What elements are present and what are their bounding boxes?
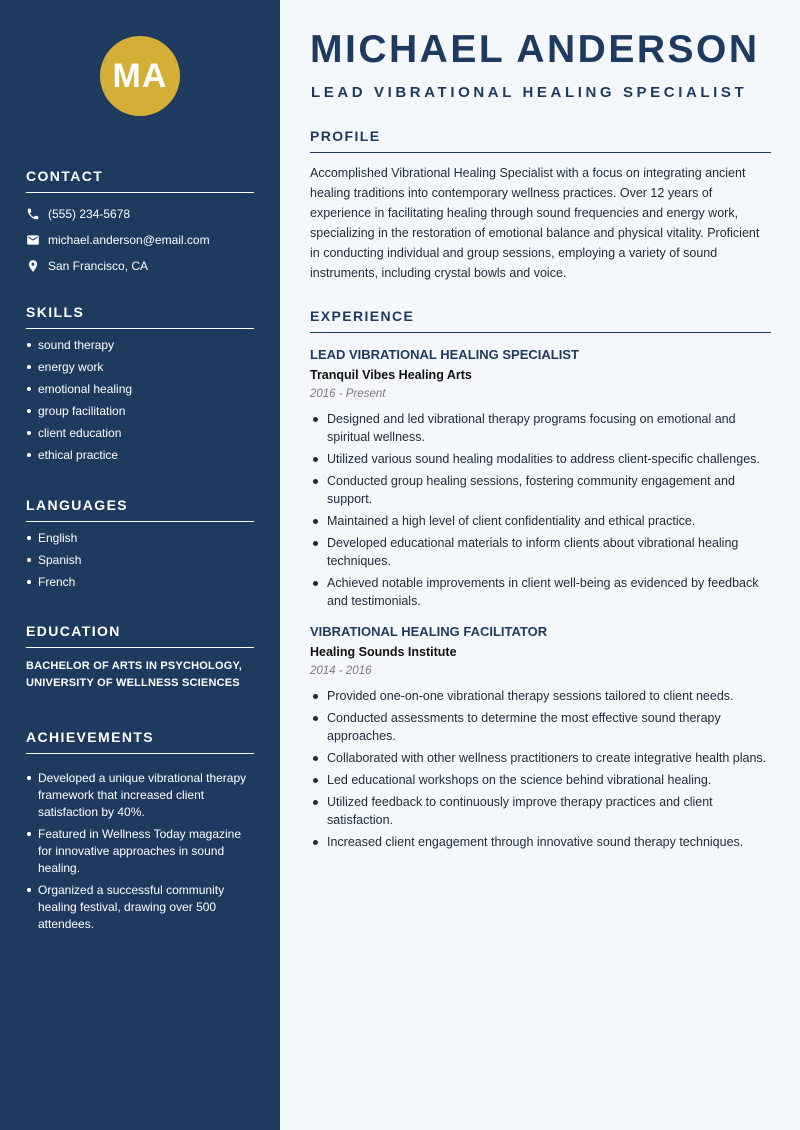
- skills-section: [26, 304, 254, 469]
- skills-heading: SKILLS: [26, 304, 254, 329]
- profile-section: [310, 128, 771, 283]
- skill-item: sound therapy: [26, 337, 254, 353]
- contact-location: [26, 253, 254, 279]
- education-heading: EDUCATION: [26, 623, 254, 648]
- job-bullet: Achieved notable improvements in client well-being as evidenced by feedback and testimonials.: [310, 574, 771, 610]
- experience-section: [310, 308, 771, 855]
- achievements-section: [26, 729, 254, 938]
- languages-heading: LANGUAGES: [26, 497, 254, 522]
- achievement-item: Featured in Wellness Today magazine for innovative approaches in sound healing.: [26, 826, 254, 877]
- experience-heading: EXPERIENCE: [310, 308, 771, 333]
- email-icon: [26, 233, 40, 247]
- job-bullet: Collaborated with other wellness practitioners to create integrative health plans.: [310, 749, 771, 767]
- language-item: English: [26, 530, 254, 546]
- sidebar: [0, 0, 280, 1130]
- job-dates: 2016 - Present: [310, 388, 386, 400]
- job-bullet: Maintained a high level of client confidentiality and ethical practice.: [310, 512, 771, 530]
- achievements-list: [26, 770, 254, 933]
- job-bullet: Utilized feedback to continuously improve therapy practices and client satisfaction.: [310, 793, 771, 829]
- job-bullet: Developed educational materials to inform clients about vibrational healing techniques.: [310, 534, 771, 570]
- skills-list: [26, 337, 254, 463]
- language-item: French: [26, 574, 254, 590]
- job-dates: 2014 - 2016: [310, 665, 372, 677]
- job-bullet: Conducted group healing sessions, fostering community engagement and support.: [310, 472, 771, 508]
- achievement-item: Organized a successful community healing festival, drawing over 500 attendees.: [26, 882, 254, 933]
- job-title: VIBRATIONAL HEALING FACILITATOR: [310, 624, 548, 639]
- skill-item: ethical practice: [26, 447, 254, 463]
- education-entry: [26, 658, 254, 692]
- contact-phone: [26, 201, 254, 227]
- main-content: [280, 0, 800, 1130]
- job-bullet: Utilized various sound healing modalities to address client-specific challenges.: [310, 450, 771, 468]
- profile-heading: PROFILE: [310, 128, 771, 153]
- languages-list: [26, 530, 254, 590]
- location-text: San Francisco, CA: [48, 259, 149, 273]
- job-bullet: Led educational workshops on the science behind vibrational healing.: [310, 771, 771, 789]
- job-bullet: Increased client engagement through innovative sound therapy techniques.: [310, 833, 771, 851]
- language-item: Spanish: [26, 552, 254, 568]
- education-school: UNIVERSITY OF WELLNESS SCIENCES: [26, 677, 240, 689]
- avatar-initials: MA: [112, 56, 168, 95]
- achievements-heading: ACHIEVEMENTS: [26, 729, 254, 754]
- achievement-item: Developed a unique vibrational therapy framework that increased client satisfaction by 40%.: [26, 770, 254, 821]
- contact-heading: CONTACT: [26, 168, 254, 193]
- skill-item: client education: [26, 425, 254, 441]
- job-bullets: [310, 410, 771, 610]
- phone-text: (555) 234-5678: [48, 207, 131, 221]
- email-text: michael.anderson@email.com: [48, 233, 210, 247]
- job-entry: [310, 624, 771, 851]
- education-section: [26, 623, 254, 692]
- candidate-title: LEAD VIBRATIONAL HEALING SPECIALIST: [311, 84, 748, 101]
- education-degree: BACHELOR OF ARTS IN PSYCHOLOGY,: [26, 660, 243, 672]
- skill-item: group facilitation: [26, 403, 254, 419]
- job-bullet: Conducted assessments to determine the most effective sound therapy approaches.: [310, 709, 771, 745]
- skill-item: emotional healing: [26, 381, 254, 397]
- job-company: Healing Sounds Institute: [310, 645, 457, 659]
- candidate-name: MICHAEL ANDERSON: [310, 28, 760, 71]
- job-bullets: [310, 687, 771, 851]
- avatar: [100, 36, 180, 116]
- job-title: LEAD VIBRATIONAL HEALING SPECIALIST: [310, 347, 579, 362]
- profile-text: Accomplished Vibrational Healing Specialist with a focus on integrating ancient healing traditions into contemporary wellness practices. Over 12 years of experience in facilitating healing through sound frequencies and energy work, specializing in the restoration of emotional balance and physical vitality. Proficient in conducting individual and group sessions, employing a variety of sound instruments, including crystal bowls and voice.: [310, 166, 760, 280]
- languages-section: [26, 497, 254, 596]
- job-company: Tranquil Vibes Healing Arts: [310, 368, 472, 382]
- job-bullet: Designed and led vibrational therapy programs focusing on emotional and spiritual wellness.: [310, 410, 771, 446]
- skill-item: energy work: [26, 359, 254, 375]
- job-bullet: Provided one-on-one vibrational therapy sessions tailored to client needs.: [310, 687, 771, 705]
- location-pin-icon: [26, 259, 40, 273]
- job-entry: [310, 347, 771, 610]
- contact-section: [26, 168, 254, 279]
- contact-email: [26, 227, 254, 253]
- phone-icon: [26, 207, 40, 221]
